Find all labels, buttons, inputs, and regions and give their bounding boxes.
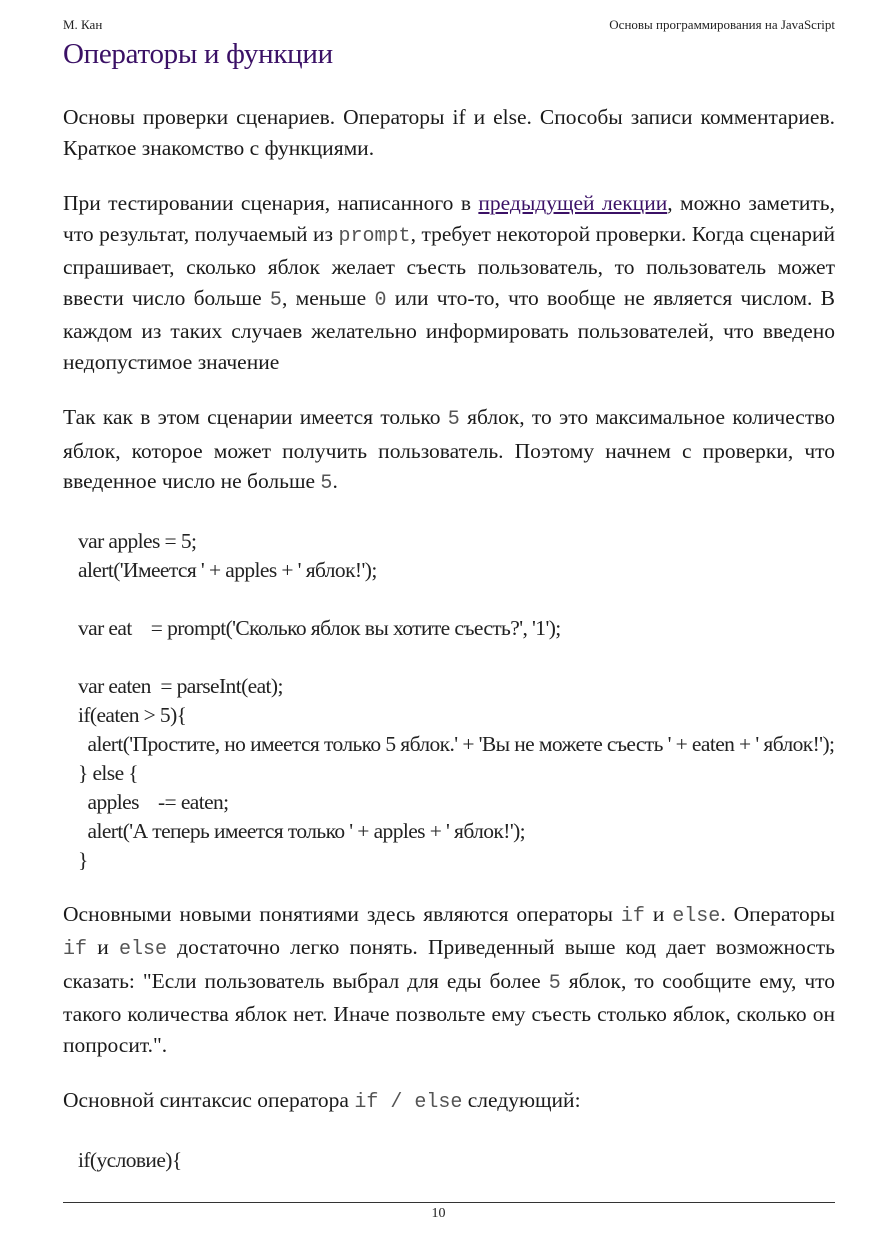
inline-code: if [63, 938, 88, 961]
inline-code: else [672, 904, 721, 928]
inline-code: 5 [447, 408, 460, 431]
inline-code: 5 [548, 971, 561, 995]
intro-paragraph: Основы проверки сценариев. Операторы if и else. Способы записи комментариев. Краткое знакомство с функциями. [63, 105, 835, 160]
footer-divider [63, 1202, 835, 1203]
inline-code: else [118, 938, 167, 961]
page-title: Операторы и функции [63, 38, 333, 70]
inline-code: if / else [354, 1091, 463, 1114]
code-listing-apples: var apples = 5; alert('Имеется ' + apples + ' яблок!'); var eat = prompt('Сколько яблок вы хотите съесть?', '1'); var eaten = parseInt(eat); if(eaten > 5){ alert('Простите, но имеется только 5 яблок.' + 'Вы не можете съесть ' + eaten + ' яблок!'); } else { apples -= eaten; alert('А теперь имеется только ' + apples + ' яблок!'); } [78, 528, 835, 872]
header-course-title: Основы программирования на JavaScript [609, 17, 835, 32]
running-header [63, 17, 835, 35]
paragraph-if-else-explanation: Основными новыми понятиями здесь являются операторы if и else. Операторы if и else достаточно легко понять. Приведенный выше код дает возможность сказать: "Если пользователь выбрал для еды более 5 яблок, то сообщите ему, что такого количества яблок нет. Иначе позвольте ему съесть столько яблок, сколько он попросит.". [63, 901, 835, 1057]
inline-code: 5 [269, 288, 282, 312]
inline-code: prompt [338, 224, 411, 248]
inline-code: if [620, 904, 645, 928]
inline-code: 5 [320, 472, 333, 495]
paragraph-prompt-check: При тестировании сценария, написанного в предыдущей лекции, можно заметить, что результат, получаемый из prompt, требует некоторой проверки. Когда сценарий спрашивает, сколько яблок желает съесть пользователь, то пользователь может ввести число больше 5, меньше 0 или что-то, что вообще не является числом. В каждом из таких случаев желательно информировать пользователей, что введено недопустимое значение [63, 191, 836, 374]
paragraph-max-apples: Так как в этом сценарии имеется только 5 яблок, то это максимальное количество яблок, которое может получить пользователь. Поэтому начнем с проверки, что введенное число не больше 5. [63, 405, 835, 495]
document-body [63, 102, 835, 1175]
header-author: М. Кан [63, 17, 103, 32]
inline-code: 0 [374, 288, 387, 312]
code-listing-syntax: if(условие){ [78, 1147, 182, 1172]
paragraph-syntax-intro: Основной синтаксис оператора if / else следующий: [63, 1088, 581, 1114]
page-number: 10 [431, 1206, 446, 1221]
previous-lecture-link[interactable]: предыдущей лекции [478, 191, 668, 215]
